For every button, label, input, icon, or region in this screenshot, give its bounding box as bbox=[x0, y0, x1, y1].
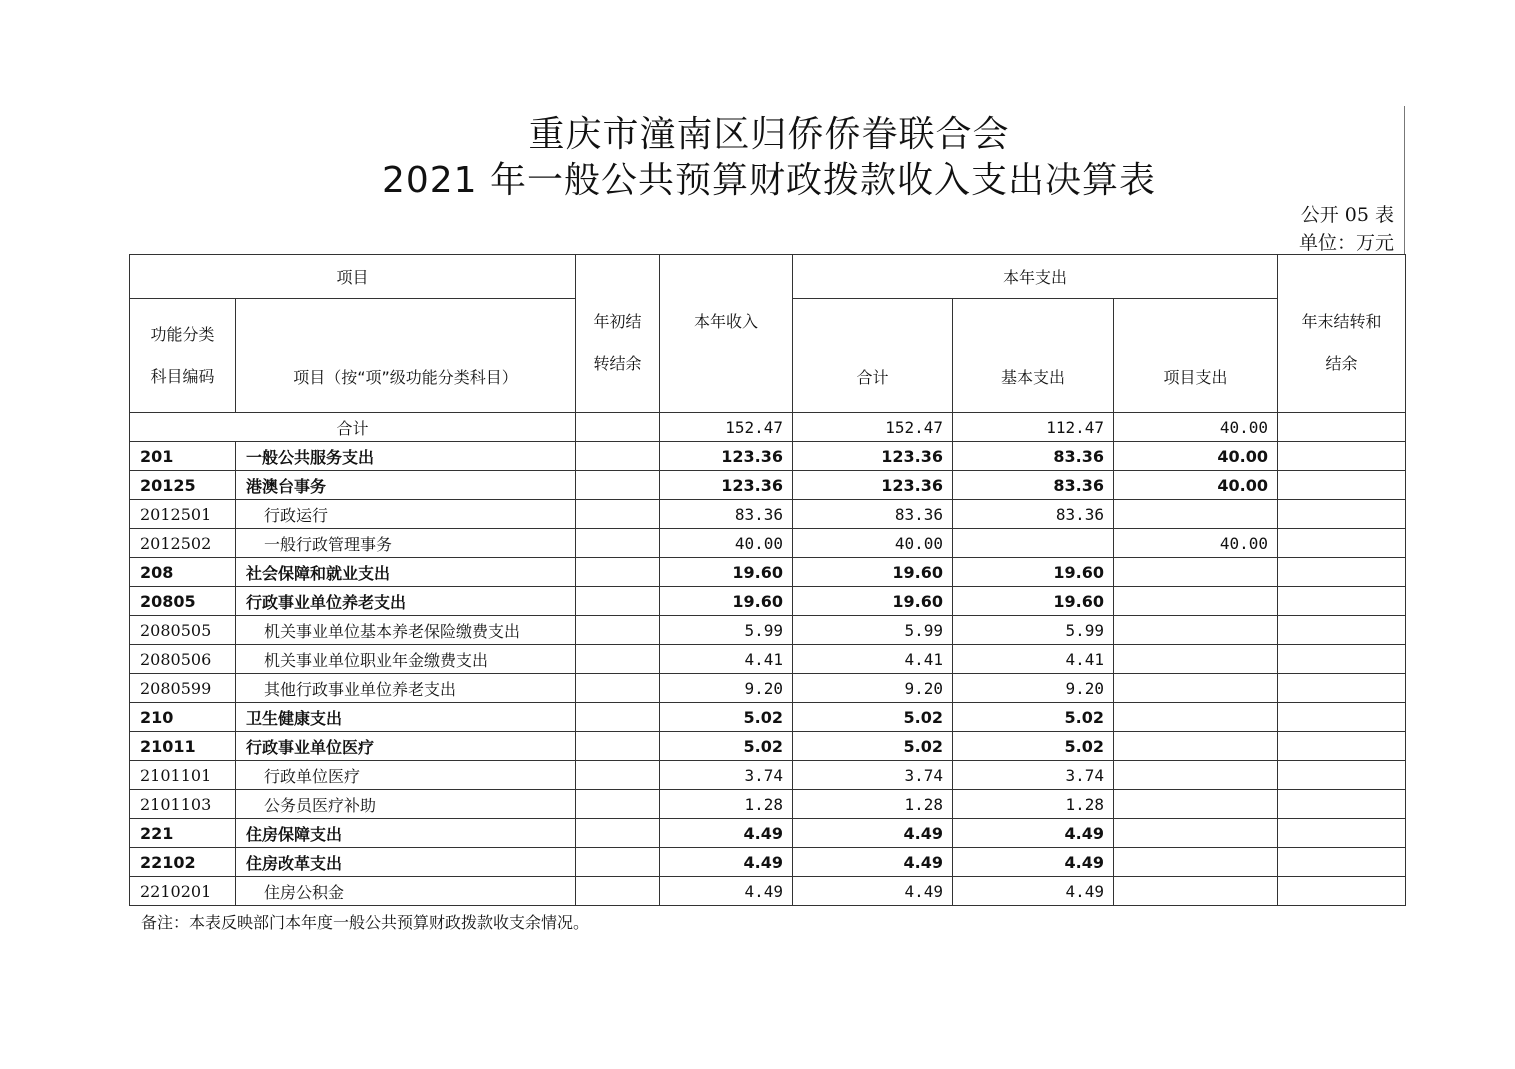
row-income: 40.00 bbox=[660, 529, 793, 558]
totals-label: 合计 bbox=[130, 413, 576, 442]
row-opening bbox=[576, 587, 660, 616]
row-income: 19.60 bbox=[660, 558, 793, 587]
header-project: 项目 bbox=[130, 255, 576, 299]
row-opening bbox=[576, 442, 660, 471]
row-total: 4.41 bbox=[793, 645, 953, 674]
header-opening-line1: 年初结 bbox=[593, 312, 642, 331]
totals-basic: 112.47 bbox=[953, 413, 1114, 442]
totals-closing bbox=[1278, 413, 1406, 442]
row-basic: 4.49 bbox=[953, 819, 1114, 848]
row-opening bbox=[576, 471, 660, 500]
row-opening bbox=[576, 645, 660, 674]
row-project bbox=[1114, 732, 1278, 761]
row-code: 2080505 bbox=[130, 616, 236, 645]
row-name: 机关事业单位基本养老保险缴费支出 bbox=[236, 616, 576, 645]
row-closing bbox=[1278, 645, 1406, 674]
row-income: 83.36 bbox=[660, 500, 793, 529]
table-number: 公开 05 表 bbox=[1300, 204, 1394, 226]
row-income: 4.49 bbox=[660, 819, 793, 848]
footnote: 备注：本表反映部门本年度一般公共预算财政拨款收支余情况。 bbox=[141, 913, 590, 932]
row-basic: 5.02 bbox=[953, 732, 1114, 761]
header-code bbox=[130, 299, 236, 413]
row-opening bbox=[576, 529, 660, 558]
row-income: 3.74 bbox=[660, 761, 793, 790]
row-name: 一般公共服务支出 bbox=[236, 442, 576, 471]
row-project bbox=[1114, 819, 1278, 848]
row-closing bbox=[1278, 703, 1406, 732]
row-basic: 4.41 bbox=[953, 645, 1114, 674]
row-code: 2080599 bbox=[130, 674, 236, 703]
header-closing-line1: 年末结转和 bbox=[1301, 312, 1382, 331]
row-code: 2101101 bbox=[130, 761, 236, 790]
row-code: 21011 bbox=[130, 732, 236, 761]
row-project bbox=[1114, 877, 1278, 906]
row-basic: 5.99 bbox=[953, 616, 1114, 645]
table-row bbox=[130, 442, 1406, 471]
row-opening bbox=[576, 761, 660, 790]
table-row bbox=[130, 529, 1406, 558]
header-basic bbox=[953, 299, 1114, 413]
row-project bbox=[1114, 587, 1278, 616]
row-name: 住房改革支出 bbox=[236, 848, 576, 877]
row-closing bbox=[1278, 558, 1406, 587]
row-project: 40.00 bbox=[1114, 529, 1278, 558]
row-basic: 4.49 bbox=[953, 877, 1114, 906]
row-basic: 83.36 bbox=[953, 442, 1114, 471]
row-name: 住房公积金 bbox=[236, 877, 576, 906]
row-income: 5.02 bbox=[660, 732, 793, 761]
row-opening bbox=[576, 500, 660, 529]
row-project: 40.00 bbox=[1114, 442, 1278, 471]
row-income: 5.99 bbox=[660, 616, 793, 645]
row-basic: 9.20 bbox=[953, 674, 1114, 703]
row-opening bbox=[576, 616, 660, 645]
row-total: 83.36 bbox=[793, 500, 953, 529]
header-opening-balance bbox=[576, 255, 660, 413]
header-opening-line2: 转结余 bbox=[593, 354, 642, 373]
row-total: 3.74 bbox=[793, 761, 953, 790]
row-name: 行政运行 bbox=[236, 500, 576, 529]
row-closing bbox=[1278, 529, 1406, 558]
row-opening bbox=[576, 819, 660, 848]
totals-total: 152.47 bbox=[793, 413, 953, 442]
table-row bbox=[130, 819, 1406, 848]
header-income-label: 本年收入 bbox=[694, 312, 759, 331]
row-project bbox=[1114, 645, 1278, 674]
table-row bbox=[130, 500, 1406, 529]
header-expense: 本年支出 bbox=[793, 255, 1278, 299]
totals-project: 40.00 bbox=[1114, 413, 1278, 442]
row-total: 1.28 bbox=[793, 790, 953, 819]
row-total: 123.36 bbox=[793, 471, 953, 500]
row-project bbox=[1114, 558, 1278, 587]
row-total: 5.99 bbox=[793, 616, 953, 645]
row-code: 210 bbox=[130, 703, 236, 732]
row-total: 123.36 bbox=[793, 442, 953, 471]
row-opening bbox=[576, 558, 660, 587]
row-income: 123.36 bbox=[660, 471, 793, 500]
totals-row bbox=[130, 413, 1406, 442]
row-income: 19.60 bbox=[660, 587, 793, 616]
row-name: 港澳台事务 bbox=[236, 471, 576, 500]
row-project bbox=[1114, 761, 1278, 790]
row-closing bbox=[1278, 587, 1406, 616]
row-basic: 1.28 bbox=[953, 790, 1114, 819]
row-name: 公务员医疗补助 bbox=[236, 790, 576, 819]
row-total: 4.49 bbox=[793, 819, 953, 848]
row-closing bbox=[1278, 471, 1406, 500]
budget-table bbox=[129, 254, 1406, 906]
row-closing bbox=[1278, 761, 1406, 790]
row-code: 2012502 bbox=[130, 529, 236, 558]
header-code-line2: 科目编码 bbox=[150, 366, 215, 386]
row-project bbox=[1114, 500, 1278, 529]
row-opening bbox=[576, 703, 660, 732]
row-income: 5.02 bbox=[660, 703, 793, 732]
table-row bbox=[130, 558, 1406, 587]
row-closing bbox=[1278, 790, 1406, 819]
page-title-line1: 重庆市潼南区归侨侨眷联合会 bbox=[528, 114, 1010, 155]
row-code: 20805 bbox=[130, 587, 236, 616]
totals-opening bbox=[576, 413, 660, 442]
row-closing bbox=[1278, 674, 1406, 703]
header-name-label: 项目（按“项”级功能分类科目） bbox=[293, 368, 518, 387]
table-row bbox=[130, 471, 1406, 500]
header-closing-balance bbox=[1278, 255, 1406, 413]
row-name: 行政事业单位医疗 bbox=[236, 732, 576, 761]
row-code: 208 bbox=[130, 558, 236, 587]
row-code: 2210201 bbox=[130, 877, 236, 906]
row-closing bbox=[1278, 877, 1406, 906]
row-closing bbox=[1278, 616, 1406, 645]
header-project-expense-label: 项目支出 bbox=[1163, 368, 1228, 387]
row-opening bbox=[576, 790, 660, 819]
row-opening bbox=[576, 732, 660, 761]
row-name: 社会保障和就业支出 bbox=[236, 558, 576, 587]
row-project: 40.00 bbox=[1114, 471, 1278, 500]
row-closing bbox=[1278, 848, 1406, 877]
row-total: 9.20 bbox=[793, 674, 953, 703]
row-name: 其他行政事业单位养老支出 bbox=[236, 674, 576, 703]
row-code: 2101103 bbox=[130, 790, 236, 819]
row-project bbox=[1114, 703, 1278, 732]
header-closing-line2: 结余 bbox=[1325, 354, 1358, 373]
row-code: 201 bbox=[130, 442, 236, 471]
row-income: 4.49 bbox=[660, 848, 793, 877]
row-closing bbox=[1278, 819, 1406, 848]
header-project-expense bbox=[1114, 299, 1278, 413]
table-row bbox=[130, 732, 1406, 761]
row-income: 4.49 bbox=[660, 877, 793, 906]
header-name bbox=[236, 299, 576, 413]
row-name: 住房保障支出 bbox=[236, 819, 576, 848]
page-title-line2: 2021 年一般公共预算财政拨款收入支出决算表 bbox=[381, 160, 1157, 201]
row-total: 19.60 bbox=[793, 587, 953, 616]
row-project bbox=[1114, 674, 1278, 703]
table-row bbox=[130, 674, 1406, 703]
table-row bbox=[130, 587, 1406, 616]
row-code: 20125 bbox=[130, 471, 236, 500]
row-income: 9.20 bbox=[660, 674, 793, 703]
row-basic: 4.49 bbox=[953, 848, 1114, 877]
row-project bbox=[1114, 616, 1278, 645]
row-opening bbox=[576, 877, 660, 906]
row-income: 123.36 bbox=[660, 442, 793, 471]
row-closing bbox=[1278, 500, 1406, 529]
row-code: 2080506 bbox=[130, 645, 236, 674]
totals-income: 152.47 bbox=[660, 413, 793, 442]
row-closing bbox=[1278, 442, 1406, 471]
row-opening bbox=[576, 848, 660, 877]
row-name: 卫生健康支出 bbox=[236, 703, 576, 732]
row-name: 机关事业单位职业年金缴费支出 bbox=[236, 645, 576, 674]
row-code: 2012501 bbox=[130, 500, 236, 529]
row-total: 40.00 bbox=[793, 529, 953, 558]
table-row bbox=[130, 703, 1406, 732]
row-name: 一般行政管理事务 bbox=[236, 529, 576, 558]
row-code: 221 bbox=[130, 819, 236, 848]
header-total bbox=[793, 299, 953, 413]
row-total: 4.49 bbox=[793, 877, 953, 906]
row-code: 22102 bbox=[130, 848, 236, 877]
row-income: 1.28 bbox=[660, 790, 793, 819]
row-basic: 5.02 bbox=[953, 703, 1114, 732]
table-row bbox=[130, 790, 1406, 819]
row-basic bbox=[953, 529, 1114, 558]
row-basic: 19.60 bbox=[953, 558, 1114, 587]
row-total: 4.49 bbox=[793, 848, 953, 877]
row-basic: 19.60 bbox=[953, 587, 1114, 616]
table-row bbox=[130, 848, 1406, 877]
row-total: 5.02 bbox=[793, 703, 953, 732]
header-total-label: 合计 bbox=[856, 368, 889, 387]
table-row bbox=[130, 616, 1406, 645]
row-income: 4.41 bbox=[660, 645, 793, 674]
row-total: 5.02 bbox=[793, 732, 953, 761]
row-basic: 83.36 bbox=[953, 471, 1114, 500]
row-project bbox=[1114, 848, 1278, 877]
unit-label: 单位：万元 bbox=[1298, 232, 1394, 254]
row-basic: 83.36 bbox=[953, 500, 1114, 529]
table-row bbox=[130, 877, 1406, 906]
table-row bbox=[130, 645, 1406, 674]
row-project bbox=[1114, 790, 1278, 819]
row-total: 19.60 bbox=[793, 558, 953, 587]
row-name: 行政事业单位养老支出 bbox=[236, 587, 576, 616]
row-basic: 3.74 bbox=[953, 761, 1114, 790]
header-basic-label: 基本支出 bbox=[1001, 368, 1066, 387]
row-name: 行政单位医疗 bbox=[236, 761, 576, 790]
header-code-line1: 功能分类 bbox=[150, 324, 215, 344]
row-opening bbox=[576, 674, 660, 703]
header-income bbox=[660, 255, 793, 413]
row-closing bbox=[1278, 732, 1406, 761]
table-row bbox=[130, 761, 1406, 790]
